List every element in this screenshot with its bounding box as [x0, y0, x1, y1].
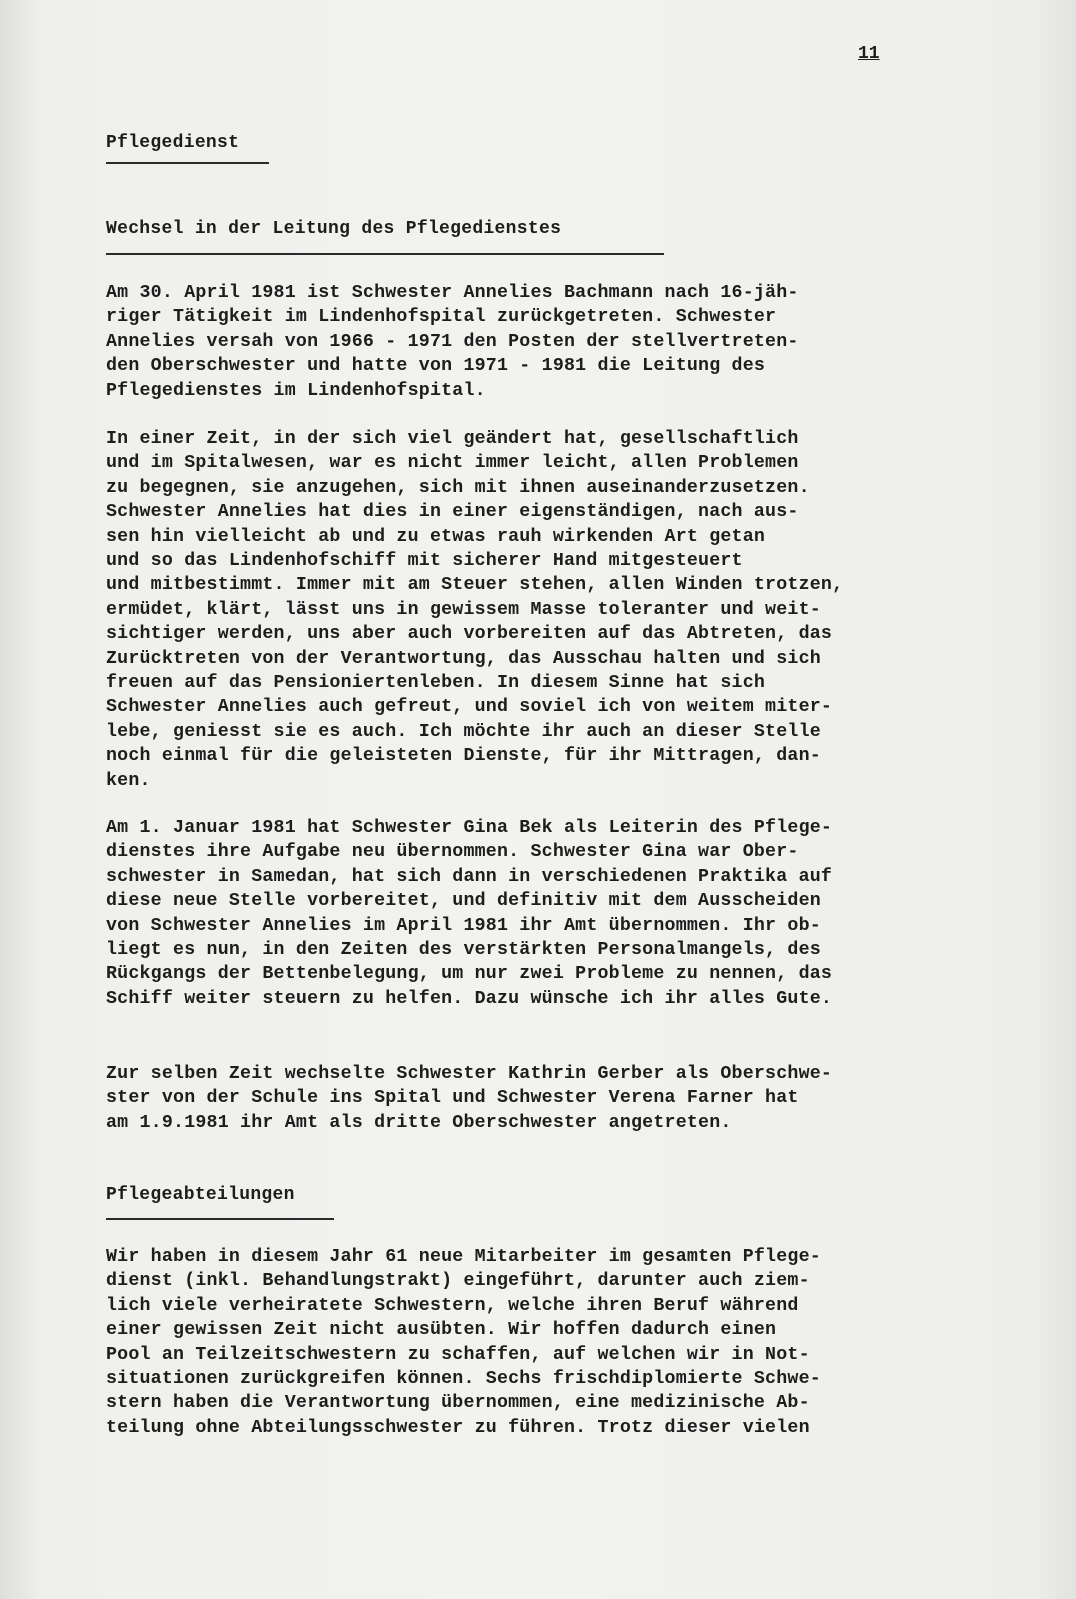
subsection-title-care-departments: Pflegeabteilungen — [106, 1185, 295, 1205]
paragraph-4: Zur selben Zeit wechselte Schwester Kathrin Gerber als Oberschwe- ster von der Schule ins Spital und Schwester Verena Farner hat am 1.9.1981 ihr Amt als dritte Oberschwester angetreten. — [106, 1064, 833, 1133]
section-title-underline — [106, 162, 269, 164]
paragraph-1: Am 30. April 1981 ist Schwester Annelies Bachmann nach 16-jäh- riger Tätigkeit im Lindenhofspital zurückgetreten. Schwester Annelies versah von 1966 - 1971 den Posten der stellvertreten- den Oberschwester und hatte von 1971 - 1981 die Leitung des Pflegedienstes im Lindenhofspital. — [106, 283, 799, 401]
paragraph-2: In einer Zeit, in der sich viel geändert hat, gesellschaftlich und im Spitalwesen, war es nicht immer leicht, allen Problemen zu begegnen, sie anzugehen, sich mit ihnen auseinanderzusetzen. Schwester Annelies hat dies in einer eigenständigen, nach aus- sen hin vielleicht ab und zu etwas rauh wirkenden Art getan und so das Lindenhofschiff mit sicherer Hand mitgesteuert und mitbestimmt. Immer mit am Steuer stehen, allen Winden trotzen, ermüdet, klärt, lässt uns in gewissem Masse toleranter und weit- sichtiger werden, uns aber auch vorbereiten auf das Abtreten, das Zurücktreten von der Verantwortung, das Ausschau halten und sich freuen auf das Pensioniertenleben. In diesem Sinne hat sich Schwester Annelies auch gefreut, und soviel ich von weitem miter- lebe, geniesst sie es auch. Ich möchte ihr auch an dieser Stelle noch einmal für die geleisteten Dienste, für ihr Mittragen, dan- ken. — [106, 429, 844, 791]
subsection2-title-underline — [106, 1218, 334, 1220]
paragraph-5: Wir haben in diesem Jahr 61 neue Mitarbeiter im gesamten Pflege- dienst (inkl. Behandlungstrakt) eingeführt, darunter auch ziem- lich viele verheiratete Schwestern, welche ihren Beruf während einer gewissen Zeit nicht ausübten. Wir hoffen dadurch einen Pool an Teilzeitschwestern zu schaffen, auf welchen wir in Not- situationen zurückgreifen können. Sechs frischdiplomierte Schwe- stern haben die Verantwortung übernommen, eine medizinische Ab- teilung ohne Abteilungsschwester zu führen. Trotz dieser vielen — [106, 1247, 821, 1438]
page-number: 11 — [858, 44, 880, 64]
subsection-title-underline — [106, 253, 664, 255]
section-title: Pflegedienst — [106, 133, 240, 153]
subsection-title-leadership-change: Wechsel in der Leitung des Pflegedienstes — [106, 219, 562, 239]
paragraph-3: Am 1. Januar 1981 hat Schwester Gina Bek als Leiterin des Pflege- dienstes ihre Aufgabe neu übernommen. Schwester Gina war Ober- schwester in Samedan, hat sich dann in verschiedenen Praktika auf diese neue Stelle vorbereitet, und definitiv mit dem Ausscheiden von Schwester Annelies im April 1981 ihr Amt übernommen. Ihr ob- liegt es nun, in den Zeiten des verstärkten Personalmangels, des Rückgangs der Bettenbelegung, um nur zwei Probleme zu nennen, das Schiff weiter steuern zu helfen. Dazu wünsche ich ihr alles Gute. — [106, 818, 833, 1009]
